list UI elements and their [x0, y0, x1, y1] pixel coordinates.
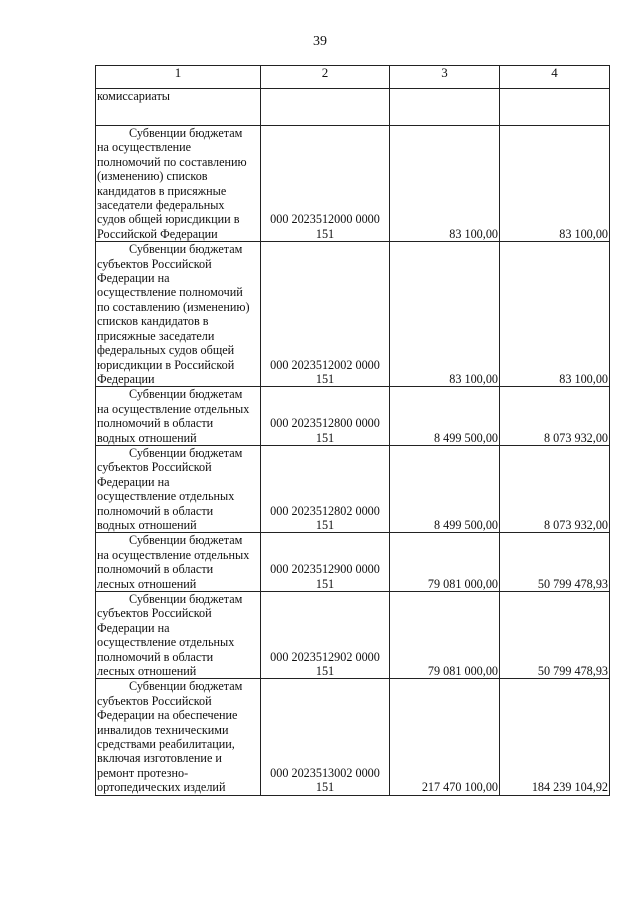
- table-row: [96, 445, 610, 532]
- row-name-line: заседатели федеральных: [97, 198, 225, 213]
- row-code-line: 000 2023512000 0000: [270, 212, 380, 227]
- row-name-line: ремонт протезно-: [97, 765, 189, 780]
- row-name-line: Субвенции бюджетам: [129, 242, 243, 257]
- row-name-line: Федерации: [97, 371, 155, 386]
- row-name-line: Субвенции бюджетам: [129, 445, 243, 460]
- table-header-row: [96, 66, 610, 89]
- row-name-cell: [96, 126, 261, 242]
- row-code-line: 151: [315, 664, 335, 679]
- row-name-line: лесных отношений: [97, 664, 197, 679]
- row-name-line: (изменению) списков: [97, 169, 208, 184]
- row-value-col-3: 217 470 100,00: [390, 679, 500, 795]
- row-name-line: на осуществление: [97, 140, 192, 155]
- row-name-line: Субвенции бюджетам: [129, 679, 243, 694]
- row-value-col-4: [500, 89, 610, 126]
- row-name-line: осуществление отдельных: [97, 489, 235, 504]
- row-code-line: 151: [315, 576, 335, 591]
- row-code-cell: [261, 445, 390, 532]
- row-name-line: субъектов Российской: [97, 693, 212, 708]
- row-name-cell: [96, 679, 261, 795]
- table-row: [96, 592, 610, 679]
- row-name-line: Субвенции бюджетам: [129, 387, 243, 402]
- row-code-cell: [261, 679, 390, 795]
- row-name-cell: [96, 387, 261, 446]
- row-name-line: субъектов Российской: [97, 606, 212, 621]
- table-row: [96, 126, 610, 242]
- row-code-line: 000 2023512902 0000: [270, 649, 380, 664]
- row-name-line: лесных отношений: [97, 576, 197, 591]
- row-value-col-3: 8 499 500,00: [390, 445, 500, 532]
- row-code-line: 151: [315, 226, 335, 241]
- header-col-4: 4: [500, 66, 610, 89]
- header-col-3: 3: [390, 66, 500, 89]
- row-name-line: полномочий в области: [97, 649, 214, 664]
- row-name-line: полномочий в области: [97, 503, 214, 518]
- row-code-cell: [261, 89, 390, 126]
- row-name-line: Федерации на: [97, 620, 170, 635]
- table-row: [96, 533, 610, 592]
- row-value-col-4: 8 073 932,00: [500, 445, 610, 532]
- row-value-col-3: 79 081 000,00: [390, 533, 500, 592]
- row-value-col-4: 8 073 932,00: [500, 387, 610, 446]
- row-name-line: субъектов Российской: [97, 460, 212, 475]
- row-name-line: на осуществление отдельных: [97, 547, 250, 562]
- row-value-col-4: 83 100,00: [500, 242, 610, 387]
- table-row: [96, 679, 610, 795]
- row-value-col-4: 83 100,00: [500, 126, 610, 242]
- row-name-cell: [96, 592, 261, 679]
- row-name-line: Федерации на обеспечение: [97, 708, 238, 723]
- row-value-col-4: 50 799 478,93: [500, 592, 610, 679]
- row-name-line: присяжные заседатели: [97, 328, 215, 343]
- row-name-line: кандидатов в присяжные: [97, 183, 227, 198]
- row-name-line: полномочий в области: [97, 562, 214, 577]
- row-code-cell: [261, 242, 390, 387]
- row-name-line: комиссариаты: [97, 89, 170, 103]
- row-value-col-3: 83 100,00: [390, 242, 500, 387]
- row-value-col-3: 8 499 500,00: [390, 387, 500, 446]
- row-name-line: инвалидов техническими: [97, 722, 229, 737]
- row-name-line: на осуществление отдельных: [97, 401, 250, 416]
- row-name-cell: [96, 89, 261, 126]
- table-row: [96, 387, 610, 446]
- row-name-line: федеральных судов общей: [97, 343, 235, 358]
- row-name-line: водных отношений: [97, 430, 197, 445]
- header-col-1: 1: [96, 66, 261, 89]
- row-name-line: списков кандидатов в: [97, 314, 209, 329]
- row-name-line: Федерации на: [97, 271, 170, 286]
- row-value-col-4: 184 239 104,92: [500, 679, 610, 795]
- page-number: 39: [313, 34, 327, 49]
- row-name-line: осуществление полномочий: [97, 285, 243, 300]
- row-name-line: осуществление отдельных: [97, 635, 235, 650]
- row-value-col-3: 83 100,00: [390, 126, 500, 242]
- row-code-cell: [261, 387, 390, 446]
- row-code-line: 000 2023512002 0000: [270, 357, 380, 372]
- row-name-line: Российской Федерации: [97, 226, 218, 241]
- row-name-line: ортопедических изделий: [97, 780, 226, 795]
- row-name-cell: [96, 445, 261, 532]
- row-code-cell: [261, 592, 390, 679]
- row-code-line: 000 2023512900 0000: [270, 562, 380, 577]
- row-code-line: 151: [315, 517, 335, 532]
- row-value-col-3: 79 081 000,00: [390, 592, 500, 679]
- row-value-col-3: [390, 89, 500, 126]
- row-code-line: 000 2023512802 0000: [270, 503, 380, 518]
- table-row: [96, 89, 610, 126]
- row-name-line: Субвенции бюджетам: [129, 533, 243, 548]
- budget-table-body: [96, 66, 610, 796]
- row-name-line: Федерации на: [97, 474, 170, 489]
- row-name-line: полномочий в области: [97, 416, 214, 431]
- row-name-line: по составлению (изменению): [97, 299, 250, 314]
- row-name-line: включая изготовление и: [97, 751, 222, 766]
- header-col-2: 2: [261, 66, 390, 89]
- row-code-line: 151: [315, 430, 335, 445]
- row-name-line: юрисдикции в Российской: [97, 357, 235, 372]
- row-code-line: 000 2023512800 0000: [270, 416, 380, 431]
- row-name-cell: [96, 533, 261, 592]
- row-code-cell: [261, 533, 390, 592]
- row-name-line: полномочий по составлению: [97, 154, 247, 169]
- row-name-line: судов общей юрисдикции в: [97, 212, 240, 227]
- row-name-line: водных отношений: [97, 517, 197, 532]
- row-name-line: Субвенции бюджетам: [129, 592, 243, 606]
- row-code-line: 000 2023513002 0000: [270, 765, 380, 780]
- row-code-line: 151: [315, 780, 335, 795]
- table-row: [96, 242, 610, 387]
- row-code-line: 151: [315, 371, 335, 386]
- row-name-line: Субвенции бюджетам: [129, 126, 243, 140]
- row-name-line: субъектов Российской: [97, 256, 212, 271]
- row-value-col-4: 50 799 478,93: [500, 533, 610, 592]
- budget-table: [95, 65, 610, 796]
- row-name-line: средствами реабилитации,: [97, 737, 235, 752]
- row-name-cell: [96, 242, 261, 387]
- row-code-cell: [261, 126, 390, 242]
